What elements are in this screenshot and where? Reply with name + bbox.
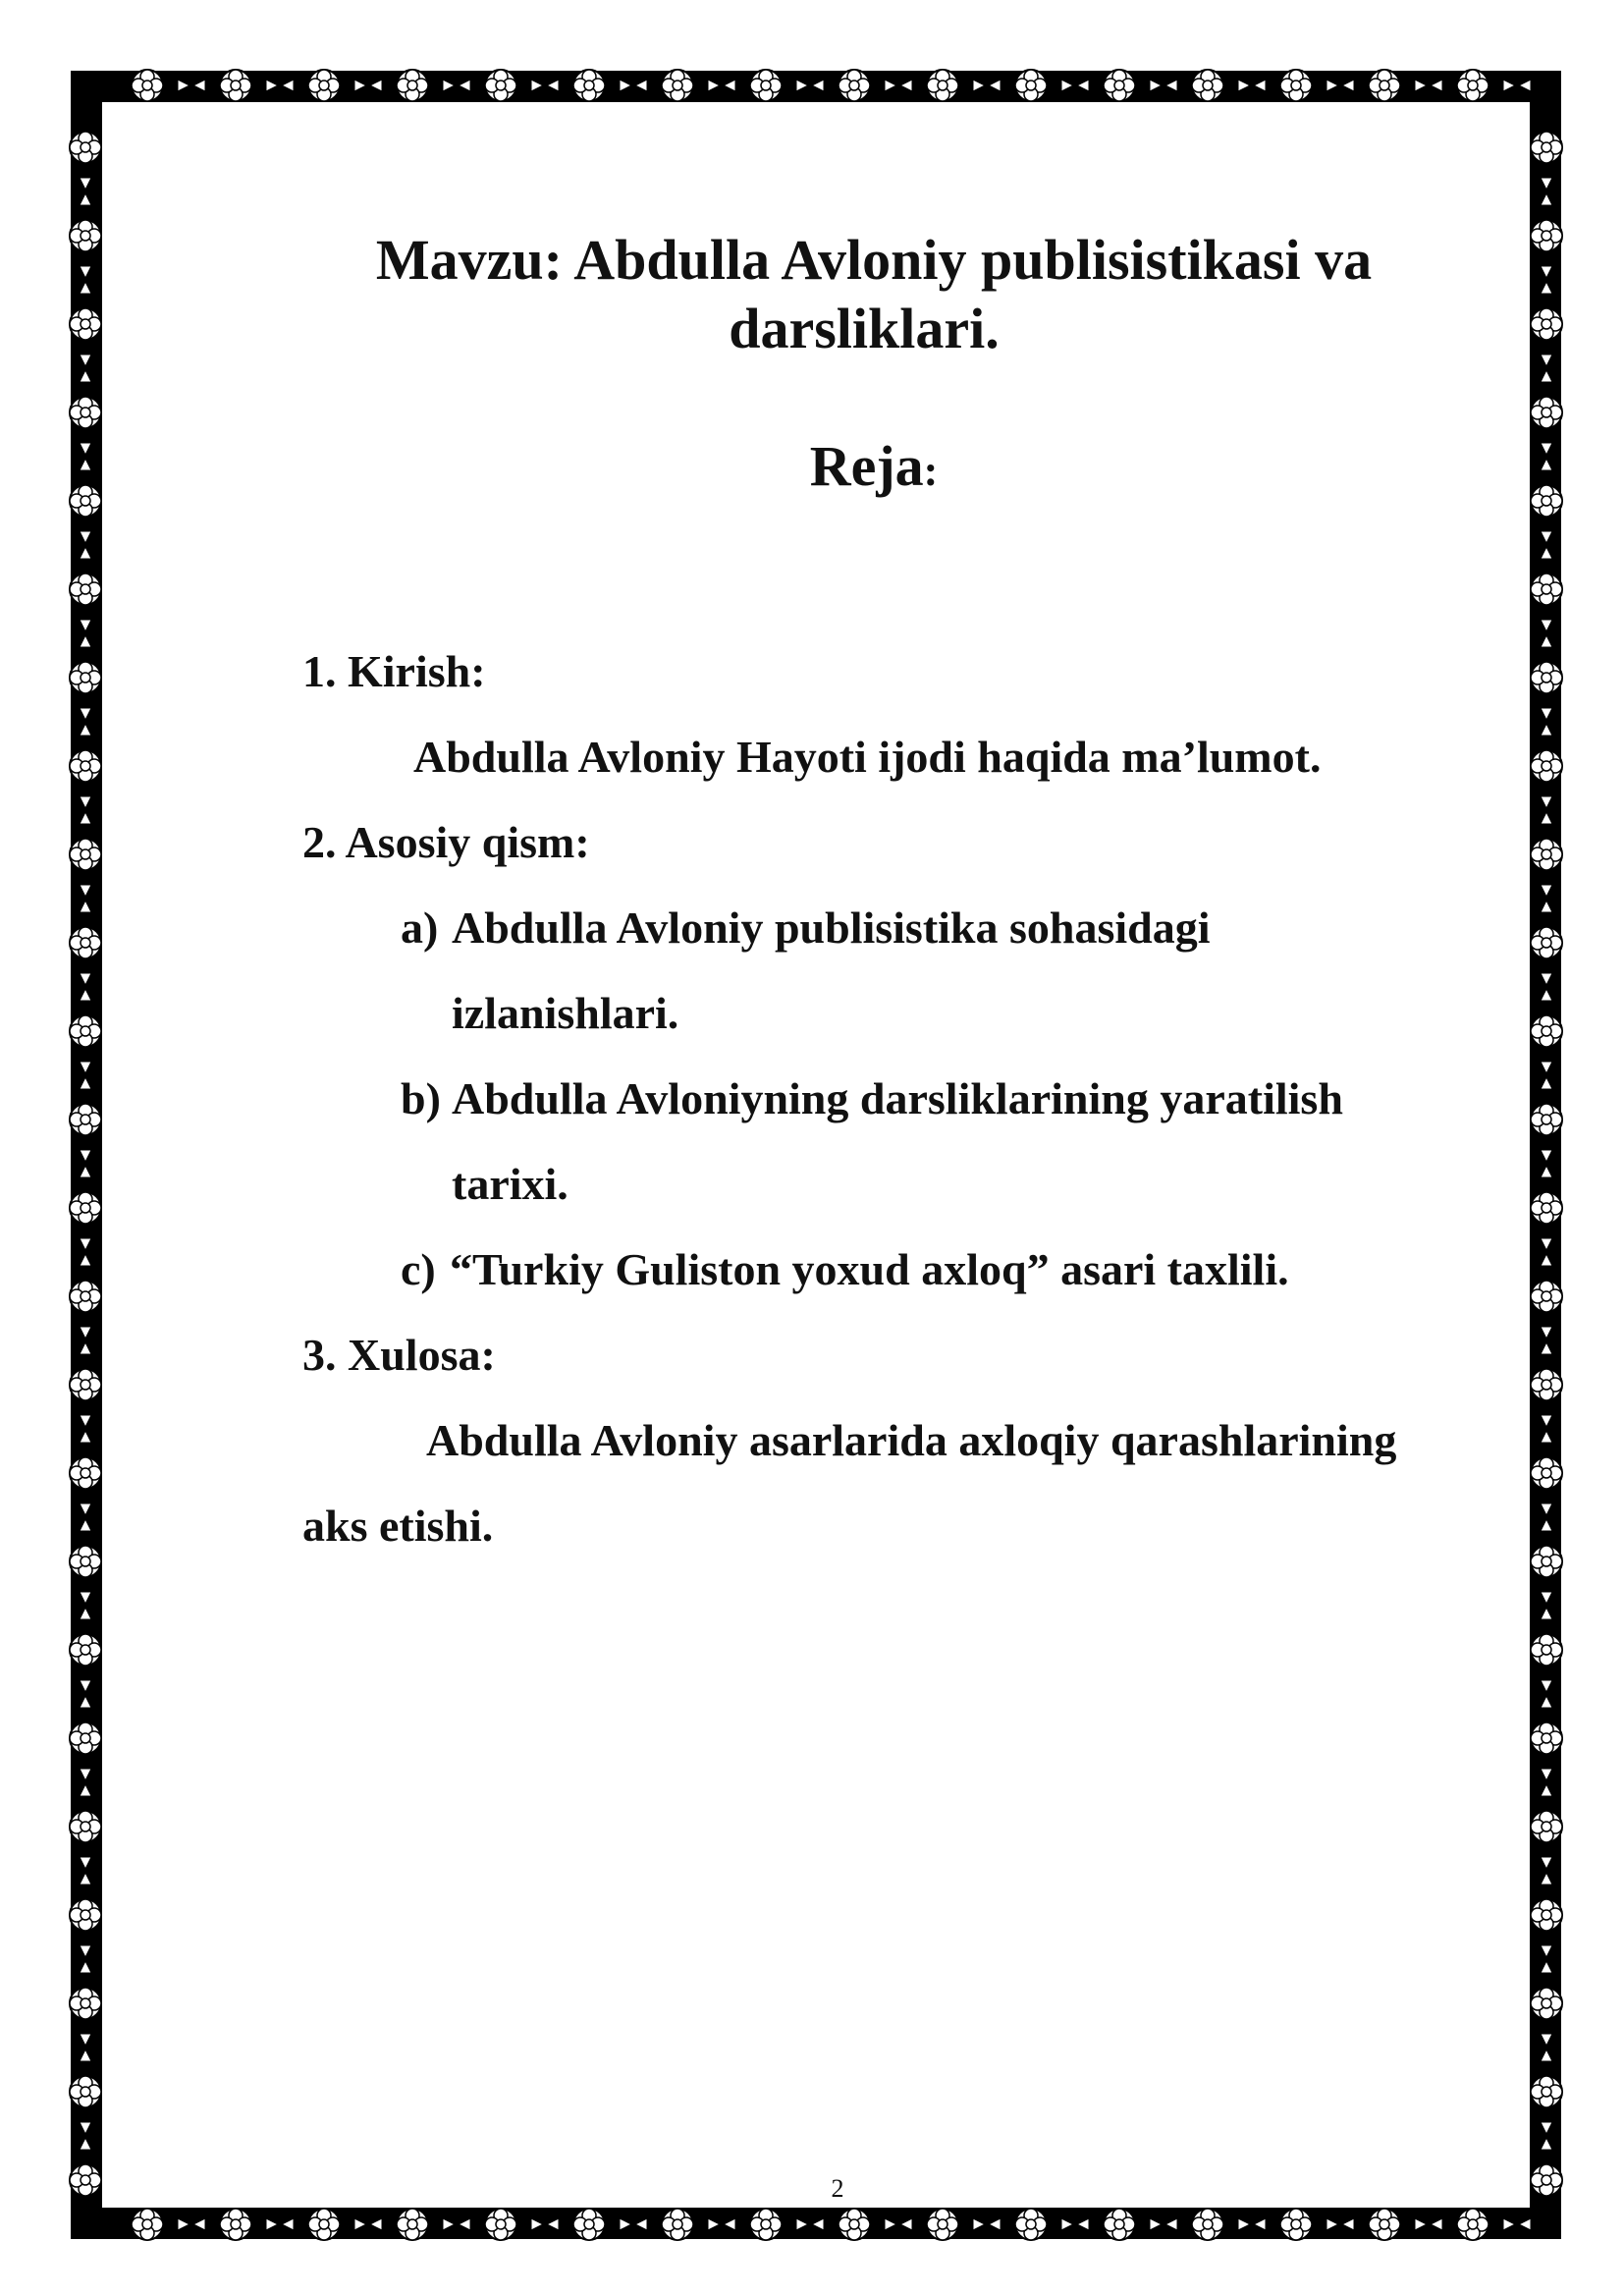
section-3-heading: 3. Xulosa: xyxy=(302,1330,496,1380)
section-1-body: Abdulla Avloniy Hayoti ijodi haqida ma’lumot. xyxy=(413,732,1322,782)
list-item-b-line-2: tarixi. xyxy=(452,1159,568,1209)
section-3-body-line-1: Abdulla Avloniy asarlarida axloqiy qarashlarining xyxy=(426,1415,1397,1465)
list-item-a-line-1: Abdulla Avloniy publisistika sohasidagi xyxy=(452,902,1211,953)
plan-heading xyxy=(687,432,1060,506)
page-border-inner-line xyxy=(100,100,1532,2210)
section-1-heading: 1. Kirish: xyxy=(302,646,486,696)
list-item-c-line-1: “Turkiy Guliston yoxud axloq” asari taxlili. xyxy=(450,1244,1289,1294)
list-item-b-line-1: Abdulla Avloniyning darsliklarining yaratilish xyxy=(452,1073,1343,1123)
page-number: 2 xyxy=(831,2174,844,2203)
plan-heading-colon: : xyxy=(923,447,939,495)
list-item-marker-b: b) xyxy=(401,1073,441,1123)
list-item-marker-c: c) xyxy=(401,1244,436,1294)
document-title-line-2: darsliklari. xyxy=(729,297,1000,360)
list-item-marker-a: a) xyxy=(401,902,439,953)
section-3-body-line-2: aks etishi. xyxy=(302,1501,494,1551)
document-title-line-1: Mavzu: Abdulla Avloniy publisistikasi va xyxy=(375,228,1373,292)
list-item-a-line-2: izlanishlari. xyxy=(452,988,679,1038)
section-2-heading: 2. Asosiy qism: xyxy=(302,817,590,867)
plan-heading-text: Reja xyxy=(809,434,924,498)
